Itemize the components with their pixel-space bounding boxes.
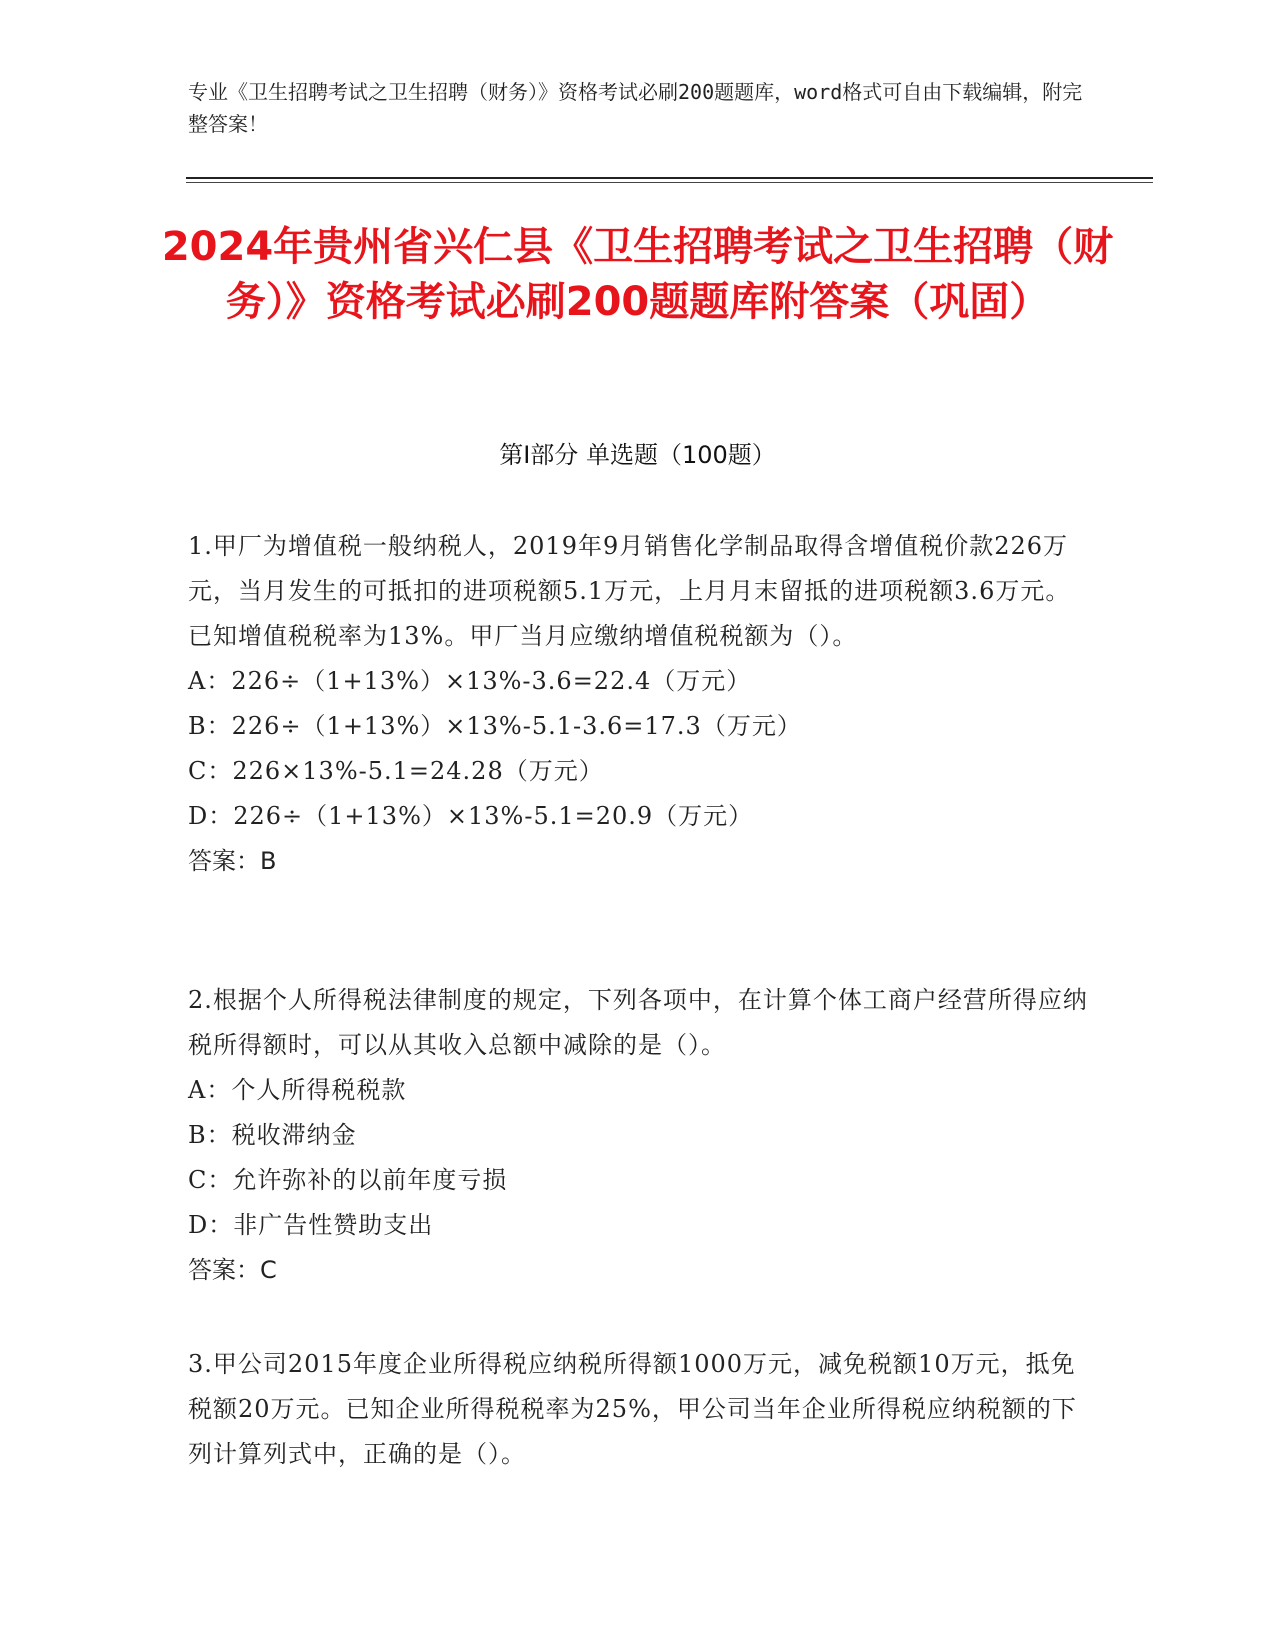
section-heading: 第Ⅰ部分 单选题（100题） (499, 441, 776, 469)
option-d: D：非广告性赞助支出 (188, 1211, 434, 1239)
header-note: 专业《卫生招聘考试之卫生招聘（财务）》资格考试必刷200题题库，word格式可自由下载编辑，附完整答案！ (188, 80, 1083, 136)
question-2 (188, 978, 1088, 1293)
question-stem: 2.根据个人所得税法律制度的规定，下列各项中，在计算个体工商户经营所得应纳税所得额时，可以从其收入总额中减除的是（）。 (188, 986, 1088, 1059)
header-divider-thin (186, 182, 1153, 183)
option-b: B：税收滞纳金 (188, 1121, 357, 1149)
question-3 (188, 1342, 1088, 1477)
option-b: B：226÷（1+13%）×13%-5.1-3.6=17.3（万元） (188, 712, 802, 740)
option-a: A：226÷（1+13%）×13%-3.6=22.4（万元） (188, 667, 752, 695)
option-d: D：226÷（1+13%）×13%-5.1=20.9（万元） (188, 802, 754, 830)
question-stem: 3.甲公司2015年度企业所得税应纳税所得额1000万元，减免税额10万元，抵免税额20万元。已知企业所得税税率为25%，甲公司当年企业所得税应纳税额的下列计算列式中，正确的是（）。 (188, 1350, 1077, 1468)
document-title: 2024年贵州省兴仁县《卫生招聘考试之卫生招聘（财务）》资格考试必刷200题题库附答案（巩固） (161, 224, 1114, 325)
option-c: C：允许弥补的以前年度亏损 (188, 1166, 508, 1194)
option-a: A：个人所得税税款 (188, 1076, 407, 1104)
answer: 答案：C (188, 1256, 277, 1284)
header-divider-thick (186, 177, 1153, 179)
answer: 答案：B (188, 847, 277, 875)
question-stem: 1.甲厂为增值税一般纳税人，2019年9月销售化学制品取得含增值税价款226万元，当月发生的可抵扣的进项税额5.1万元，上月月末留抵的进项税额3.6万元。已知增值税税率为13%。甲厂当月应缴纳增值税税额为（）。 (188, 532, 1071, 650)
option-c: C：226×13%-5.1=24.28（万元） (188, 757, 604, 785)
question-1 (188, 524, 1088, 884)
